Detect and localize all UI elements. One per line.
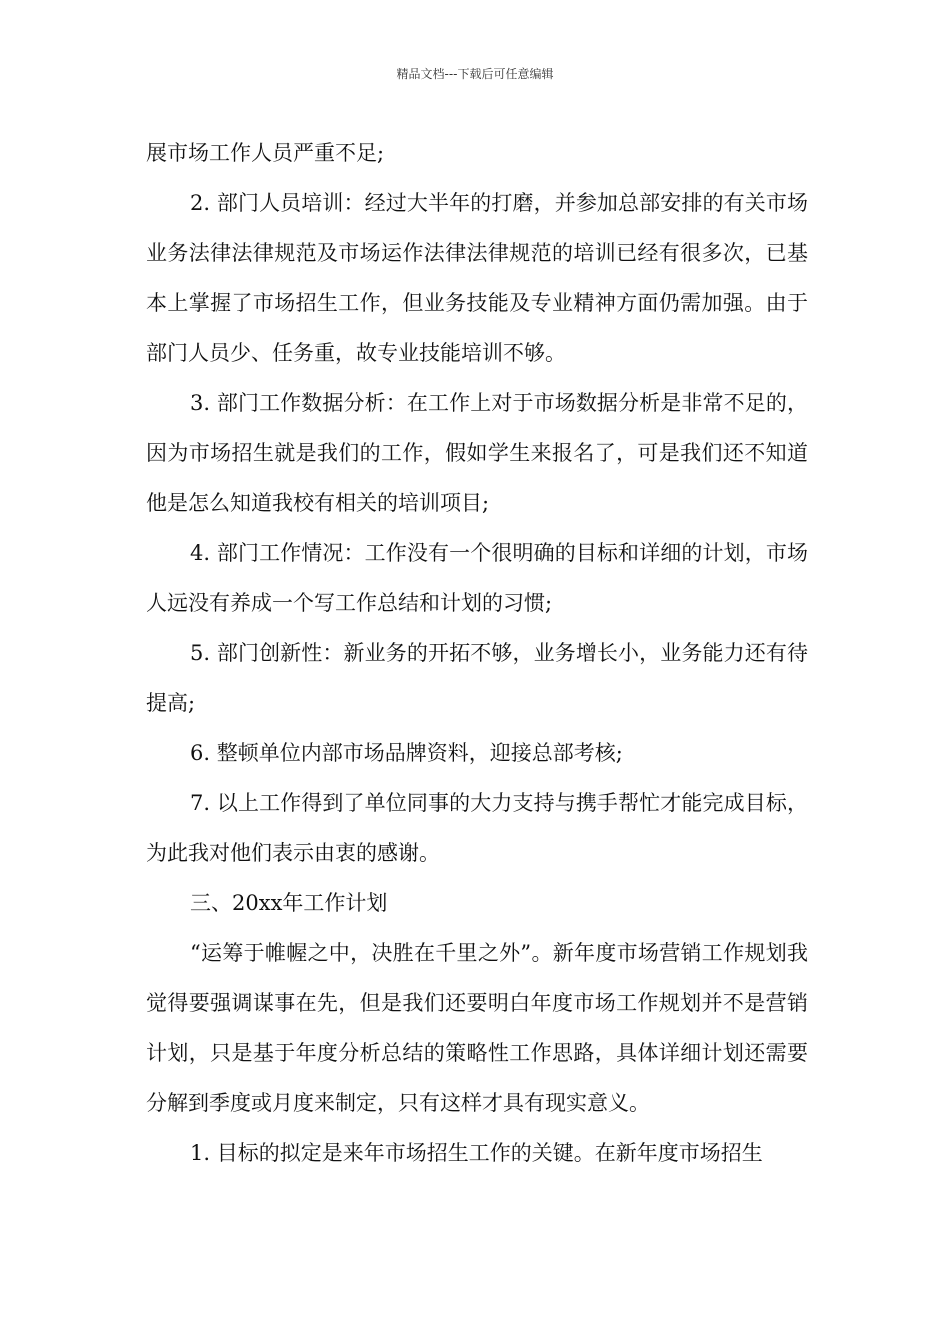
paragraph-3: 3. 部门工作数据分析：在工作上对于市场数据分析是非常不足的，因为市场招生就是我们的工作，假如学生来报名了，可是我们还不知道他是怎么知道我校有相关的培训项目; (146, 391, 808, 515)
paragraph-1: 展市场工作人员严重不足; (146, 141, 385, 165)
paragraph-7: 7. 以上工作得到了单位同事的大力支持与携手帮忙才能完成目标，为此我对他们表示由衷的感谢。 (146, 791, 808, 865)
paragraph-8: “运筹于帷幄之中，决胜在千里之外”。新年度市场营销工作规划我觉得要强调谋事在先，但是我们还要明白年度市场工作规划并不是营销计划，只是基于年度分析总结的策略性工作思路，具体详细计划还需要分解到季度或月度来制定，只有这样才具有现实意义。 (146, 941, 808, 1115)
paragraph-4: 4. 部门工作情况：工作没有一个很明确的目标和详细的计划，市场人远没有养成一个写工作总结和计划的习惯; (146, 541, 808, 615)
paragraph-5: 5. 部门创新性：新业务的开拓不够，业务增长小，业务能力还有待提高; (146, 641, 808, 715)
document-body (146, 128, 808, 1178)
paragraph-6: 6. 整顿单位内部市场品牌资料，迎接总部考核; (190, 741, 623, 765)
paragraph-9: 1. 目标的拟定是来年市场招生工作的关键。在新年度市场招生 (190, 1141, 763, 1165)
paragraph-2: 2. 部门人员培训：经过大半年的打磨，并参加总部安排的有关市场业务法律法律规范及市场运作法律法律规范的培训已经有很多次，已基本上掌握了市场招生工作，但业务技能及专业精神方面仍需加强。由于部门人员少、任务重，故专业技能培训不够。 (146, 191, 808, 365)
section-heading: 三、20xx年工作计划 (190, 891, 388, 915)
page-header: 精品文档---下载后可任意编辑 (396, 67, 554, 81)
